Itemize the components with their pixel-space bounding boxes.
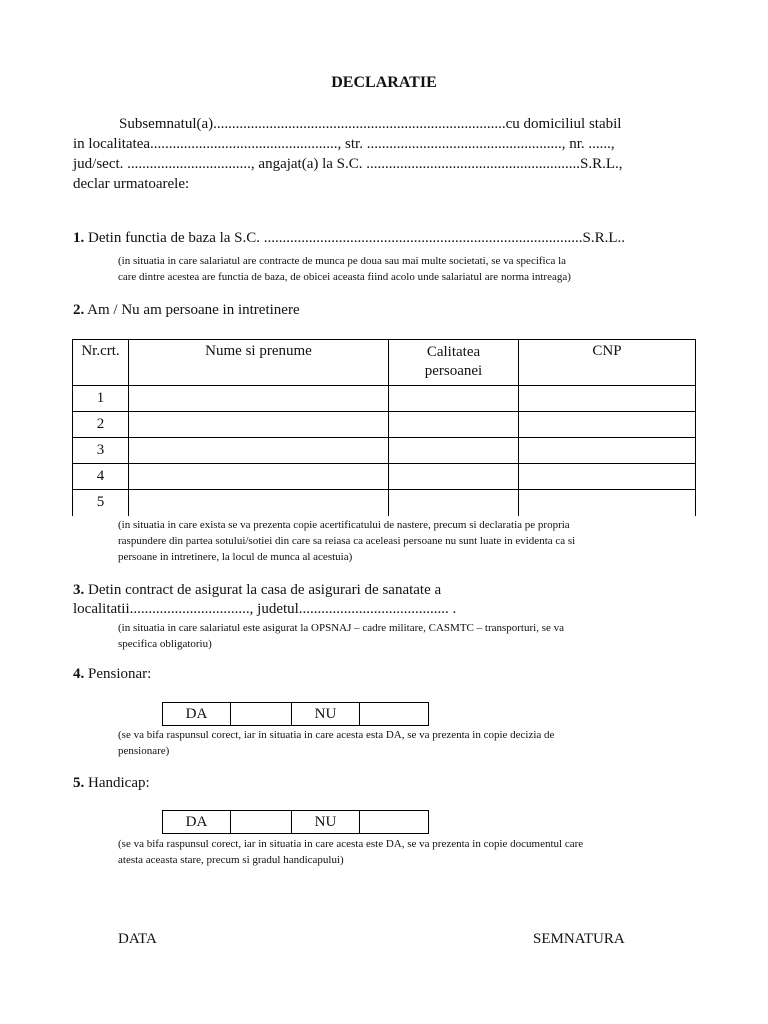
intro-line-1: Subsemnatul(a)..............................................................................cu domiciliul stabil [119, 116, 622, 132]
cnp-cell[interactable] [519, 464, 696, 490]
header-nr-crt: Nr.crt. [73, 340, 129, 386]
section-2-heading [73, 302, 300, 319]
section-2-number: 2. [73, 302, 85, 318]
section-1-note-1: (in situatia in care salariatul are contracte de munca pe doua sau mai multe societati, se va specifica la [118, 255, 567, 267]
table-header-row [73, 340, 696, 386]
name-cell[interactable] [129, 386, 389, 412]
table-row [73, 490, 696, 516]
section-3-note-1: (in situatia in care salariatul este asigurat la OPSNAJ – cadre militare, CASMTC – transporturi, se va [118, 622, 564, 634]
section-1-number: 1. [73, 230, 85, 246]
handicap-da-checkbox[interactable] [231, 811, 292, 834]
section-2-text: Am / Nu am persoane in intretinere [84, 302, 300, 318]
handicap-da-label: DA [163, 811, 231, 834]
section-5-heading [73, 775, 150, 792]
section-2-note-3: persoane in intretinere, la locul de munca al acestuia) [118, 551, 353, 563]
row-number: 3 [73, 438, 129, 464]
handicap-nu-label: NU [292, 811, 360, 834]
handicap-choice-table [162, 810, 429, 834]
section-3-text-1: Detin contract de asigurat la casa de asigurari de sanatate a [84, 582, 442, 598]
section-4-note-2: pensionare) [118, 745, 170, 757]
pensionar-da-label: DA [163, 703, 231, 726]
cnp-cell[interactable] [519, 412, 696, 438]
section-2-note-2: raspundere din partea sotului/sotiei din care sa reiasa ca aceleasi persoane nu sunt luate in evidenta ca si [118, 535, 576, 547]
section-5-note-1: (se va bifa raspunsul corect, iar in situatia in care acesta este DA, se va prezenta in copie documentul care [118, 838, 584, 850]
name-cell[interactable] [129, 438, 389, 464]
section-5-note-2: atesta aceasta stare, precum si gradul handicapului) [118, 854, 344, 866]
cnp-cell[interactable] [519, 438, 696, 464]
name-cell[interactable] [129, 490, 389, 516]
table-row [73, 386, 696, 412]
section-3-text-2: localitatii................................, judetul........................................ . [73, 601, 457, 617]
intro-line-2: in localitatea.................................................., str. ...................................................., nr. ......, [73, 136, 615, 152]
intro-line-3: jud/sect. ................................., angajat(a) la S.C. .........................................................S.R.L., [73, 156, 623, 172]
intro-line-4: declar urmatoarele: [73, 176, 190, 192]
cnp-cell[interactable] [519, 490, 696, 516]
date-label: DATA [118, 931, 157, 947]
pensionar-da-checkbox[interactable] [231, 703, 292, 726]
relation-cell[interactable] [389, 438, 519, 464]
section-3-note-2: specifica obligatoriu) [118, 638, 212, 650]
pensionar-nu-label: NU [292, 703, 360, 726]
header-calitatea: Calitatea persoanei [389, 340, 519, 386]
relation-cell[interactable] [389, 386, 519, 412]
dependents-table [72, 339, 696, 516]
row-number: 1 [73, 386, 129, 412]
pensionar-nu-checkbox[interactable] [360, 703, 429, 726]
relation-cell[interactable] [389, 412, 519, 438]
handicap-nu-checkbox[interactable] [360, 811, 429, 834]
signature-label: SEMNATURA [533, 931, 625, 947]
table-row [73, 438, 696, 464]
section-1-heading [73, 230, 625, 247]
table-row [73, 464, 696, 490]
name-cell[interactable] [129, 464, 389, 490]
cnp-cell[interactable] [519, 386, 696, 412]
relation-cell[interactable] [389, 464, 519, 490]
section-4-number: 4. [73, 666, 85, 682]
table-row [73, 412, 696, 438]
row-number: 5 [73, 490, 129, 516]
relation-cell[interactable] [389, 490, 519, 516]
section-1-text: Detin functia de baza la S.C. .....................................................................................S.R.L.. [84, 230, 626, 246]
document-title: DECLARATIE [331, 74, 437, 91]
name-cell[interactable] [129, 412, 389, 438]
section-3-heading [73, 582, 441, 599]
header-cnp: CNP [519, 340, 696, 386]
row-number: 2 [73, 412, 129, 438]
section-5-number: 5. [73, 775, 85, 791]
section-4-note-1: (se va bifa raspunsul corect, iar in situatia in care acesta esta DA, se va prezenta in copie decizia de [118, 729, 555, 741]
row-number: 4 [73, 464, 129, 490]
section-3-number: 3. [73, 582, 85, 598]
section-4-text: Pensionar: [84, 666, 152, 682]
pensionar-choice-table [162, 702, 429, 726]
header-nume-prenume: Nume si prenume [129, 340, 389, 386]
section-5-text: Handicap: [84, 775, 150, 791]
section-1-note-2: care dintre acestea are functia de baza, de obicei aceasta fiind acolo unde salariatul are norma intreaga) [118, 271, 571, 283]
section-2-note-1: (in situatia in care exista se va prezenta copie acertificatului de nastere, precum si declaratia pe propria [118, 519, 570, 531]
section-4-heading [73, 666, 151, 683]
